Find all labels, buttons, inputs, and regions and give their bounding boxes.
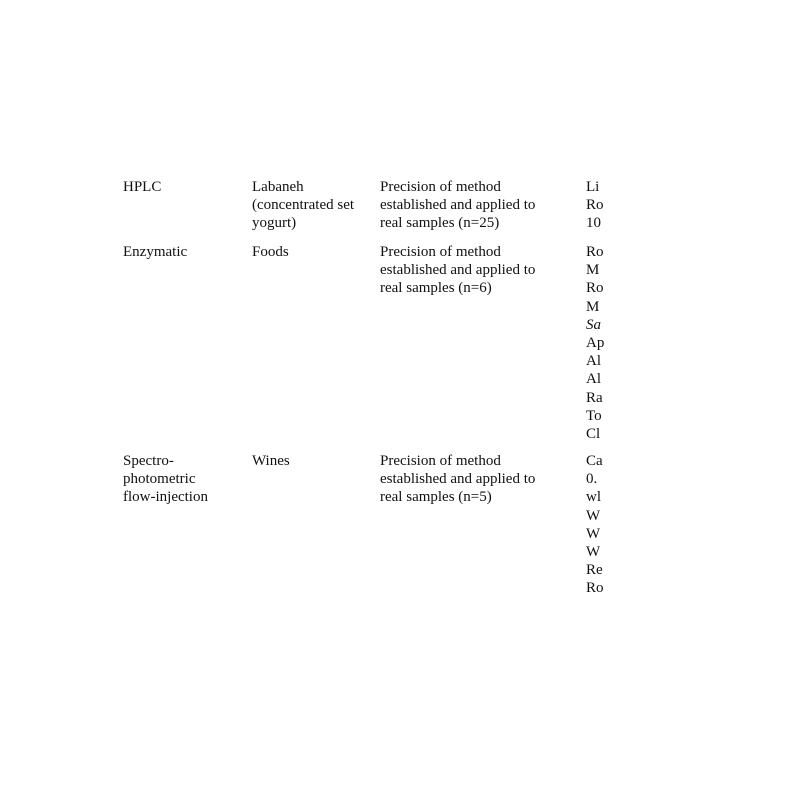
cell-line: Li (586, 179, 600, 195)
cell-line: Ra (586, 389, 603, 406)
cell-line: wl (586, 489, 601, 506)
sample-cell (252, 178, 372, 233)
method-cell (123, 452, 243, 507)
reference-cell (586, 178, 786, 233)
cell-line: Wines (252, 453, 290, 469)
cell-line: Ro (586, 244, 604, 260)
cell-line: photometric (123, 471, 196, 488)
reference-cell (586, 243, 786, 443)
sample-cell (252, 452, 372, 470)
cell-line: Re (586, 562, 603, 579)
cell-line: Ca (586, 453, 603, 469)
cell-line: Ro (586, 280, 604, 297)
cell-line: real samples (n=6) (380, 280, 492, 297)
cell-line: Al (586, 371, 601, 388)
cell-line: To (586, 407, 602, 424)
cell-line: Ro (586, 580, 604, 597)
cell-line: M (586, 262, 600, 279)
cell-line: Sa (586, 316, 601, 333)
cell-line: flow-injection (123, 489, 208, 506)
validation-cell (380, 178, 570, 233)
validation-cell (380, 452, 570, 507)
cell-line: Labaneh (252, 179, 304, 195)
cell-line: Precision of method (380, 179, 501, 195)
cell-line: Precision of method (380, 244, 501, 260)
reference-cell (586, 452, 786, 598)
cell-line: W (586, 544, 601, 561)
cell-line: Ap (586, 335, 605, 352)
cell-line: Spectro- (123, 453, 174, 469)
cell-line: Al (586, 353, 601, 370)
validation-cell (380, 243, 570, 298)
method-cell (123, 243, 243, 261)
cell-line: real samples (n=5) (380, 489, 492, 506)
cell-line: (concentrated set (252, 197, 355, 214)
cell-line: 10 (586, 215, 601, 232)
cell-line: Precision of method (380, 453, 501, 469)
cell-line: established and applied to (380, 262, 536, 279)
cell-line: established and applied to (380, 471, 536, 488)
cell-line: W (586, 525, 601, 542)
cell-line: Enzymatic (123, 244, 188, 260)
cell-line: Ro (586, 197, 604, 214)
cell-line: Foods (252, 244, 289, 260)
cell-line: established and applied to (380, 197, 536, 214)
sample-cell (252, 243, 372, 261)
cell-line: M (586, 298, 600, 315)
cell-line: W (586, 507, 601, 524)
method-cell (123, 178, 243, 196)
cell-line: 0. (586, 471, 598, 488)
cell-line: real samples (n=25) (380, 215, 500, 232)
cell-line: HPLC (123, 179, 162, 195)
cell-line: Cl (586, 426, 601, 443)
cell-line: yogurt) (252, 215, 297, 232)
